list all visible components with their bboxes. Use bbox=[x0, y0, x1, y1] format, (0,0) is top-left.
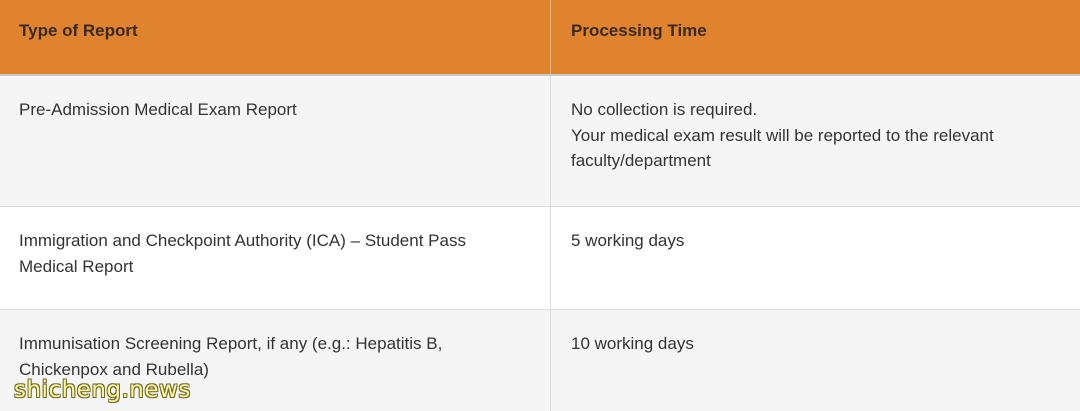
table-header-row bbox=[0, 0, 1080, 76]
report-type-cell: Immigration and Checkpoint Authority (ICA) – Student Pass Medical Report bbox=[0, 207, 551, 309]
header-type-of-report: Type of Report bbox=[0, 0, 551, 74]
processing-time-line: No collection is required. bbox=[571, 100, 758, 119]
header-processing-time: Processing Time bbox=[571, 21, 707, 40]
processing-time-cell bbox=[551, 207, 1080, 309]
table-row bbox=[0, 207, 1080, 310]
processing-time-cell bbox=[551, 310, 1080, 411]
processing-time-cell bbox=[551, 76, 1080, 206]
processing-time-line: 10 working days bbox=[571, 334, 694, 353]
processing-time-line: Your medical exam result will be reported to the relevant faculty/department bbox=[571, 125, 994, 170]
report-type-cell: Immunisation Screening Report, if any (e.g.: Hepatitis B, Chickenpox and Rubella) bbox=[0, 310, 551, 411]
report-type-cell: Pre-Admission Medical Exam Report bbox=[0, 76, 551, 206]
watermark: shicheng.news bbox=[14, 377, 191, 403]
processing-time-line: 5 working days bbox=[571, 231, 685, 250]
table-row bbox=[0, 76, 1080, 207]
